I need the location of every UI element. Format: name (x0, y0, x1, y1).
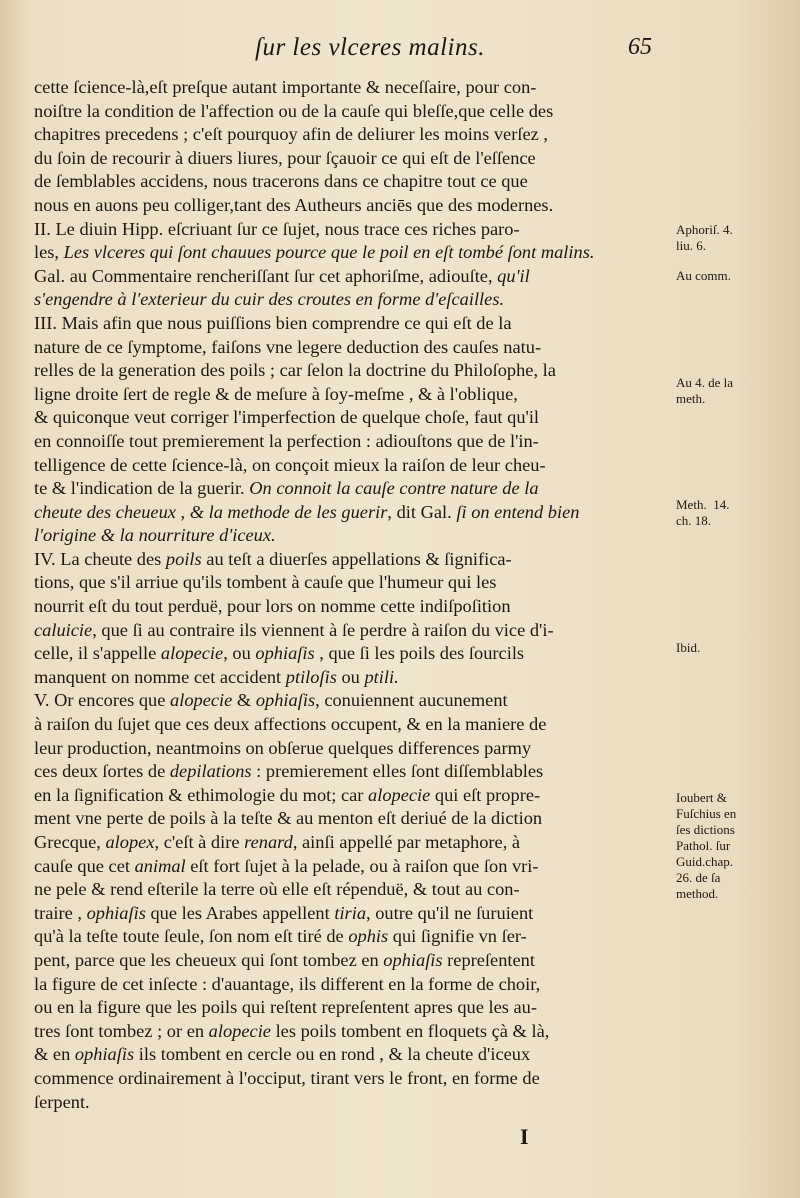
italic-text: Les vlceres qui ſont chauues pource que le poil en eſt tombé ſont malins. (63, 242, 595, 263)
text-segment: , outre qu'il ne ſuruient (366, 902, 534, 923)
text-line (34, 831, 668, 855)
text-line (34, 642, 668, 666)
text-segment: que les Arabes appellent (145, 902, 335, 923)
text-line (34, 406, 668, 430)
text-line (34, 996, 668, 1020)
text-line (34, 1043, 668, 1067)
text-segment: , ainſi appellé par metaphore, à (292, 832, 521, 852)
text-line (34, 902, 668, 926)
italic-text: alopecie (160, 643, 224, 664)
text-line (34, 548, 668, 572)
text-segment: ne pele & rend eſterile la terre où elle eſt répenduë, & tout au con- (34, 879, 520, 900)
text-segment: Gal. au Commentaire rencheriſſant ſur cet aphoriſme, adiouſte, (34, 265, 498, 286)
text-line (34, 430, 668, 454)
text-segment: & quiconque veut corriger l'imperfection de quelque choſe, faut qu'il (34, 407, 540, 428)
text-line (34, 454, 668, 478)
text-segment: qui ſignifie vn ſer- (388, 926, 527, 947)
text-line (34, 524, 668, 548)
text-segment: , dit Gal. (387, 501, 457, 522)
italic-text: ophiaſis (74, 1044, 135, 1065)
text-segment: ſerpent. (34, 1091, 90, 1112)
text-line (34, 595, 668, 619)
italic-text: ophis (348, 926, 389, 947)
text-line (34, 619, 668, 643)
margin-note-joubert: Ioubert & Fuſchius en ſes dictions Pathol. ſur Guid.chap. 26. de ſa method. (676, 790, 737, 901)
italic-text: s'engendre à l'exterieur du cuir des croutes en forme d'eſcailles. (34, 289, 505, 310)
italic-text: ptiloſis (285, 666, 337, 687)
text-segment: chapitres precedens ; c'eſt pourquoy afin de deliurer les moins verſez , (34, 124, 548, 145)
italic-text: depilations (169, 761, 252, 782)
text-segment: repreſentent (442, 949, 535, 970)
italic-text: ſi on entend bien (456, 501, 580, 522)
text-segment: manquent on nomme cet accident (34, 666, 286, 687)
italic-text: caluicie (34, 619, 93, 640)
text-segment: , conuiennent aucunement (315, 690, 508, 711)
text-line (34, 1091, 668, 1115)
text-line (34, 288, 668, 312)
margin-note-aphorism: Aphoriſ. 4. liu. 6. (676, 222, 733, 253)
text-segment: les, (34, 242, 64, 263)
italic-text: ophiaſis (383, 949, 443, 970)
text-line (34, 949, 668, 973)
signature-mark: I (520, 1124, 529, 1149)
text-segment: leur production, neantmoins on obſerue quelques differences parmy (34, 737, 532, 758)
text-segment: II. Le diuin Hipp. eſcriuant ſur ce ſujet, nous trace ces riches paro- (34, 218, 520, 239)
text-segment: Grecque, (34, 832, 106, 852)
text-segment: pent, parce que les cheueux qui ſont tombez en (34, 949, 384, 970)
text-segment: , c'eſt à dire (154, 832, 245, 852)
text-segment: cette ſcience-là,eſt preſque autant importante & neceſſaire, pour con- (34, 77, 537, 97)
text-line (34, 336, 668, 360)
text-line (34, 807, 668, 831)
italic-text: alopex (105, 832, 155, 852)
italic-text: alopecie (368, 784, 431, 805)
margin-note-method-ch18: Meth. 14. ch. 18. (676, 497, 730, 528)
text-segment: commence ordinairement à l'occiput, tirant vers le front, en forme de (34, 1067, 540, 1088)
text-segment: : premierement elles ſont diſſemblables (251, 761, 544, 782)
italic-text: ophiaſis (255, 643, 315, 664)
text-segment: ou en la figure que les poils qui reſtent repreſentent apres que les au- (34, 997, 538, 1018)
text-line (34, 383, 668, 407)
text-segment: telligence de cette ſcience-là, on conçoit mieux la raiſon de leur cheu- (34, 454, 546, 475)
text-segment: ligne droite ſert de regle & de meſure à ſoy-meſme , & à l'oblique, (34, 383, 518, 404)
text-segment: IV. La cheute des (34, 548, 166, 569)
text-line (34, 878, 668, 902)
text-line (34, 218, 668, 242)
italic-text: cheute des cheueux , & la methode de les guerir (34, 501, 388, 522)
italic-text: ophiaſis (255, 690, 316, 711)
text-segment: , que ſi les poils des ſourcils (314, 643, 525, 664)
running-header: ſur les vlceres malins. (255, 34, 485, 61)
text-segment: cauſe que cet (34, 855, 135, 876)
italic-text: ptili. (364, 666, 399, 687)
text-segment: nourrit eſt du tout perduë, pour lors on nomme cette indiſpoſition (34, 596, 511, 617)
text-segment: ils tombent en cercle ou en rond , & la cheute d'iceux (134, 1044, 531, 1065)
italic-text: qu'il (497, 265, 530, 286)
italic-text: tiria (334, 902, 367, 923)
text-segment: , ou (223, 643, 256, 664)
text-segment: nous en auons peu colliger,tant des Autheurs anciēs que des modernes. (34, 194, 554, 215)
text-line (34, 194, 668, 218)
text-line (34, 784, 668, 808)
text-segment: tions, que s'il arriue qu'ils tombent à cauſe que l'humeur qui les (34, 572, 497, 593)
text-line (34, 477, 668, 501)
text-line (34, 501, 668, 525)
text-segment: relles de la generation des poils ; car ſelon la doctrine du Philoſophe, la (34, 360, 556, 381)
italic-text: poils (165, 548, 202, 569)
text-line (34, 359, 668, 383)
text-segment: en connoiſſe tout premierement la perfection : adiouſtons que de l'in- (34, 430, 539, 451)
italic-text: alopecie (170, 690, 233, 711)
text-segment: ou (336, 666, 365, 687)
text-segment: eſt fort ſujet à la pelade, ou à raiſon que ſon vri- (185, 855, 539, 876)
italic-text: renard (244, 832, 293, 852)
text-line (34, 760, 668, 784)
body-text (34, 76, 668, 1114)
text-line (34, 666, 668, 690)
text-line (34, 312, 668, 336)
text-segment: qu'à la teſte toute ſeule, ſon nom eſt tiré de (34, 926, 349, 947)
text-segment: celle, il s'appelle (34, 643, 161, 664)
text-segment: de ſemblables accidens, nous tracerons dans ce chapitre tout ce que (34, 171, 528, 192)
italic-text: alopecie (208, 1020, 271, 1041)
text-segment: nature de ce ſymptome, faiſons vne legere deduction des cauſes natu- (34, 336, 542, 357)
text-segment: ces deux ſortes de (34, 761, 170, 782)
text-line (34, 170, 668, 194)
text-segment: qui eſt propre- (430, 784, 541, 805)
margin-note-method-book4: Au 4. de la meth. (676, 375, 734, 406)
text-segment: au teſt a diuerſes appellations & ſignifica- (201, 548, 512, 569)
text-segment: ment vne perte de poils à la teſte & au menton eſt deriué de la diction (34, 808, 543, 829)
text-segment: traire , (34, 902, 87, 923)
text-line (34, 76, 668, 100)
text-segment: III. Mais afin que nous puiſſions bien comprendre ce qui eſt de la (34, 312, 512, 333)
text-line (34, 1020, 668, 1044)
text-line (34, 737, 668, 761)
text-segment: noiſtre la condition de l'affection ou de la cauſe qui bleſſe,que celle des (34, 100, 554, 121)
text-line (34, 1067, 668, 1091)
margin-note-commentary: Au comm. (676, 268, 731, 283)
text-segment: la figure de cet inſecte : d'auantage, ils different en la forme de choir, (34, 973, 541, 994)
text-segment: en la ſignification & ethimologie du mot; car (34, 784, 369, 805)
text-segment: , que ſi au contraire ils viennent à ſe perdre à raiſon du vice d'i- (92, 619, 554, 640)
text-segment: V. Or encores que (34, 690, 171, 711)
text-segment: du ſoin de recourir à diuers liures, pour ſçauoir ce qui eſt de l'eſſence (34, 147, 536, 168)
text-line (34, 571, 668, 595)
text-segment: à raiſon du ſujet que ces deux affections occupent, & en la maniere de (34, 714, 547, 735)
italic-text: l'origine & la nourriture d'iceux. (34, 525, 276, 546)
text-segment: & en (34, 1044, 75, 1065)
italic-text: On connoit la cauſe contre nature de la (249, 478, 539, 499)
text-line (34, 100, 668, 124)
text-segment: te & l'indication de la guerir. (34, 478, 250, 499)
text-segment: tres ſont tombez ; or en (34, 1020, 209, 1041)
text-line (34, 147, 668, 171)
text-line (34, 973, 668, 997)
text-line (34, 689, 668, 713)
italic-text: ophiaſis (86, 902, 146, 923)
italic-text: animal (134, 855, 186, 876)
margin-note-ibid: Ibid. (676, 640, 701, 655)
text-line (34, 123, 668, 147)
page-number: 65 (628, 34, 652, 60)
text-segment: les poils tombent en floquets çà & là, (270, 1020, 550, 1041)
text-line (34, 925, 668, 949)
text-line (34, 241, 668, 265)
text-line (34, 855, 668, 879)
text-line (34, 713, 668, 737)
text-line (34, 265, 668, 289)
text-segment: & (232, 690, 256, 711)
